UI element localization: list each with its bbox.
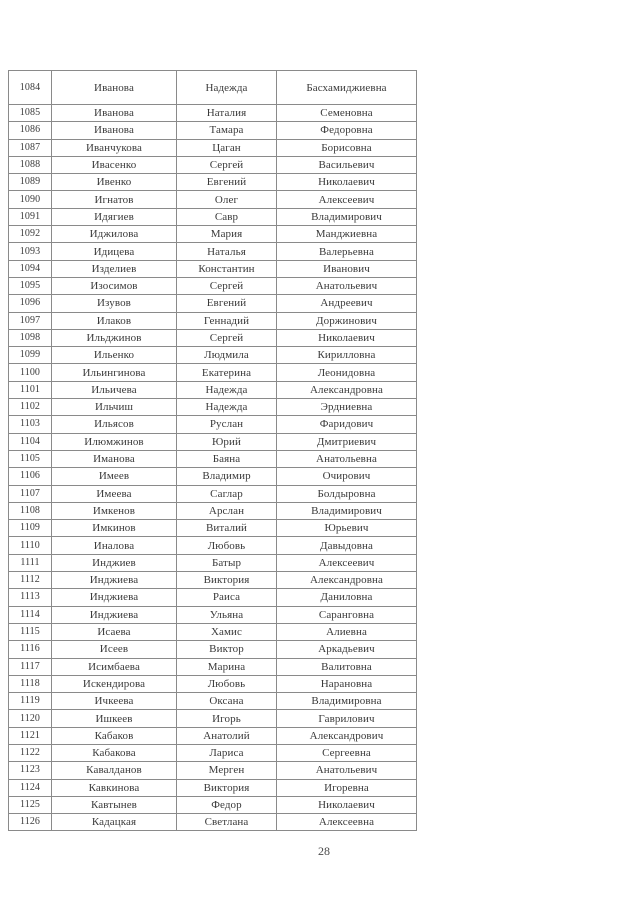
row-number-cell: 1104 xyxy=(9,433,52,450)
first-name-cell: Мерген xyxy=(177,762,277,779)
surname-cell: Имеев xyxy=(52,468,177,485)
patronymic-cell: Борисовна xyxy=(277,139,417,156)
first-name-cell: Анатолий xyxy=(177,727,277,744)
first-name-cell: Федор xyxy=(177,796,277,813)
surname-cell: Иванова xyxy=(52,71,177,105)
patronymic-cell: Давыдовна xyxy=(277,537,417,554)
surname-cell: Идягиев xyxy=(52,208,177,225)
row-number-cell: 1115 xyxy=(9,623,52,640)
row-number-cell: 1101 xyxy=(9,381,52,398)
patronymic-cell: Николаевич xyxy=(277,796,417,813)
row-number-cell: 1108 xyxy=(9,502,52,519)
table-row xyxy=(9,329,417,346)
surname-cell: Иманова xyxy=(52,450,177,467)
surname-cell: Илюмжинов xyxy=(52,433,177,450)
table-row xyxy=(9,71,417,105)
table-row xyxy=(9,693,417,710)
page-number: 28 xyxy=(318,844,330,858)
row-number-cell: 1092 xyxy=(9,226,52,243)
surname-cell: Идицева xyxy=(52,243,177,260)
first-name-cell: Виктор xyxy=(177,641,277,658)
surname-cell: Ильенко xyxy=(52,347,177,364)
first-name-cell: Сергей xyxy=(177,277,277,294)
patronymic-cell: Семеновна xyxy=(277,105,417,122)
first-name-cell: Виталий xyxy=(177,520,277,537)
patronymic-cell: Анатольевич xyxy=(277,277,417,294)
row-number-cell: 1103 xyxy=(9,416,52,433)
table-row xyxy=(9,450,417,467)
row-number-cell: 1113 xyxy=(9,589,52,606)
table-row xyxy=(9,468,417,485)
surname-cell: Ильчиш xyxy=(52,399,177,416)
row-number-cell: 1124 xyxy=(9,779,52,796)
patronymic-cell: Анатольевна xyxy=(277,450,417,467)
surname-cell: Иналова xyxy=(52,537,177,554)
first-name-cell: Руслан xyxy=(177,416,277,433)
first-name-cell: Сергей xyxy=(177,329,277,346)
row-number-cell: 1117 xyxy=(9,658,52,675)
row-number-cell: 1100 xyxy=(9,364,52,381)
row-number-cell: 1120 xyxy=(9,710,52,727)
table-row xyxy=(9,156,417,173)
surname-cell: Исеев xyxy=(52,641,177,658)
surname-cell: Имкинов xyxy=(52,520,177,537)
first-name-cell: Баяна xyxy=(177,450,277,467)
table-row xyxy=(9,260,417,277)
row-number-cell: 1111 xyxy=(9,554,52,571)
first-name-cell: Екатерина xyxy=(177,364,277,381)
first-name-cell: Любовь xyxy=(177,675,277,692)
surname-cell: Инджиева xyxy=(52,589,177,606)
table-row xyxy=(9,537,417,554)
patronymic-cell: Валерьевна xyxy=(277,243,417,260)
surname-cell: Игнатов xyxy=(52,191,177,208)
surname-cell: Иванова xyxy=(52,105,177,122)
row-number-cell: 1125 xyxy=(9,796,52,813)
table-row xyxy=(9,796,417,813)
row-number-cell: 1109 xyxy=(9,520,52,537)
first-name-cell: Наталья xyxy=(177,243,277,260)
table-row xyxy=(9,139,417,156)
surname-cell: Изделиев xyxy=(52,260,177,277)
patronymic-cell: Анатольевич xyxy=(277,762,417,779)
surname-cell: Инджиев xyxy=(52,554,177,571)
row-number-cell: 1095 xyxy=(9,277,52,294)
row-number-cell: 1089 xyxy=(9,174,52,191)
patronymic-cell: Фаридович xyxy=(277,416,417,433)
surname-cell: Кавкинова xyxy=(52,779,177,796)
row-number-cell: 1090 xyxy=(9,191,52,208)
patronymic-cell: Эрдниевна xyxy=(277,399,417,416)
row-number-cell: 1106 xyxy=(9,468,52,485)
patronymic-cell: Очирович xyxy=(277,468,417,485)
first-name-cell: Константин xyxy=(177,260,277,277)
first-name-cell: Саглар xyxy=(177,485,277,502)
table-row xyxy=(9,208,417,225)
first-name-cell: Надежда xyxy=(177,399,277,416)
row-number-cell: 1087 xyxy=(9,139,52,156)
patronymic-cell: Николаевич xyxy=(277,174,417,191)
patronymic-cell: Сергеевна xyxy=(277,744,417,761)
surname-cell: Инджиева xyxy=(52,572,177,589)
first-name-cell: Евгений xyxy=(177,174,277,191)
patronymic-cell: Доржинович xyxy=(277,312,417,329)
table-row xyxy=(9,122,417,139)
first-name-cell: Оксана xyxy=(177,693,277,710)
row-number-cell: 1118 xyxy=(9,675,52,692)
row-number-cell: 1085 xyxy=(9,105,52,122)
patronymic-cell: Дмитриевич xyxy=(277,433,417,450)
patronymic-cell: Владимировна xyxy=(277,693,417,710)
surname-cell: Иванова xyxy=(52,122,177,139)
row-number-cell: 1122 xyxy=(9,744,52,761)
table-row xyxy=(9,105,417,122)
table-row xyxy=(9,606,417,623)
table-row xyxy=(9,312,417,329)
table-row xyxy=(9,191,417,208)
row-number-cell: 1112 xyxy=(9,572,52,589)
surname-cell: Кабакова xyxy=(52,744,177,761)
table-row xyxy=(9,520,417,537)
table-row xyxy=(9,226,417,243)
row-number-cell: 1119 xyxy=(9,693,52,710)
first-name-cell: Марина xyxy=(177,658,277,675)
first-name-cell: Лариса xyxy=(177,744,277,761)
row-number-cell: 1105 xyxy=(9,450,52,467)
first-name-cell: Владимир xyxy=(177,468,277,485)
first-name-cell: Ульяна xyxy=(177,606,277,623)
table-row xyxy=(9,364,417,381)
surname-cell: Инджиева xyxy=(52,606,177,623)
table-row xyxy=(9,277,417,294)
row-number-cell: 1110 xyxy=(9,537,52,554)
patronymic-cell: Валитовна xyxy=(277,658,417,675)
surname-cell: Ильингинова xyxy=(52,364,177,381)
table-row xyxy=(9,572,417,589)
first-name-cell: Наталия xyxy=(177,105,277,122)
first-name-cell: Сергей xyxy=(177,156,277,173)
surname-cell: Кабаков xyxy=(52,727,177,744)
first-name-cell: Геннадий xyxy=(177,312,277,329)
row-number-cell: 1093 xyxy=(9,243,52,260)
patronymic-cell: Николаевич xyxy=(277,329,417,346)
patronymic-cell: Манджиевна xyxy=(277,226,417,243)
row-number-cell: 1098 xyxy=(9,329,52,346)
first-name-cell: Виктория xyxy=(177,572,277,589)
patronymic-cell: Кирилловна xyxy=(277,347,417,364)
first-name-cell: Савр xyxy=(177,208,277,225)
first-name-cell: Олег xyxy=(177,191,277,208)
patronymic-cell: Андреевич xyxy=(277,295,417,312)
patronymic-cell: Владимирович xyxy=(277,208,417,225)
surname-cell: Кадацкая xyxy=(52,814,177,831)
surname-cell: Ивасенко xyxy=(52,156,177,173)
patronymic-cell: Даниловна xyxy=(277,589,417,606)
patronymic-cell: Васильевич xyxy=(277,156,417,173)
patronymic-cell: Владимирович xyxy=(277,502,417,519)
row-number-cell: 1091 xyxy=(9,208,52,225)
table-row xyxy=(9,814,417,831)
first-name-cell: Мария xyxy=(177,226,277,243)
table-row xyxy=(9,485,417,502)
first-name-cell: Евгений xyxy=(177,295,277,312)
patronymic-cell: Юрьевич xyxy=(277,520,417,537)
patronymic-cell: Аркадьевич xyxy=(277,641,417,658)
patronymic-cell: Болдыровна xyxy=(277,485,417,502)
row-number-cell: 1086 xyxy=(9,122,52,139)
table-row xyxy=(9,658,417,675)
table-row xyxy=(9,433,417,450)
first-name-cell: Надежда xyxy=(177,71,277,105)
table-row xyxy=(9,710,417,727)
surname-cell: Имеева xyxy=(52,485,177,502)
patronymic-cell: Алексеевич xyxy=(277,554,417,571)
first-name-cell: Виктория xyxy=(177,779,277,796)
table-row xyxy=(9,554,417,571)
surname-cell: Ивенко xyxy=(52,174,177,191)
surname-cell: Кавалданов xyxy=(52,762,177,779)
row-number-cell: 1123 xyxy=(9,762,52,779)
first-name-cell: Людмила xyxy=(177,347,277,364)
surname-cell: Ильичева xyxy=(52,381,177,398)
patronymic-cell: Иванович xyxy=(277,260,417,277)
table-row xyxy=(9,727,417,744)
table-row xyxy=(9,174,417,191)
patronymic-cell: Александровна xyxy=(277,572,417,589)
row-number-cell: 1099 xyxy=(9,347,52,364)
row-number-cell: 1126 xyxy=(9,814,52,831)
first-name-cell: Любовь xyxy=(177,537,277,554)
surname-cell: Исаева xyxy=(52,623,177,640)
table-row xyxy=(9,502,417,519)
first-name-cell: Игорь xyxy=(177,710,277,727)
table-row xyxy=(9,762,417,779)
patronymic-cell: Алексеевна xyxy=(277,814,417,831)
row-number-cell: 1088 xyxy=(9,156,52,173)
surname-cell: Исимбаева xyxy=(52,658,177,675)
first-name-cell: Хамис xyxy=(177,623,277,640)
roster-table-body xyxy=(9,71,417,831)
surname-cell: Илаков xyxy=(52,312,177,329)
row-number-cell: 1097 xyxy=(9,312,52,329)
patronymic-cell: Нарановна xyxy=(277,675,417,692)
table-row xyxy=(9,623,417,640)
surname-cell: Ичкеева xyxy=(52,693,177,710)
row-number-cell: 1107 xyxy=(9,485,52,502)
table-row xyxy=(9,675,417,692)
patronymic-cell: Федоровна xyxy=(277,122,417,139)
row-number-cell: 1116 xyxy=(9,641,52,658)
surname-cell: Искендирова xyxy=(52,675,177,692)
first-name-cell: Раиса xyxy=(177,589,277,606)
table-row xyxy=(9,347,417,364)
table-row xyxy=(9,416,417,433)
table-row xyxy=(9,295,417,312)
patronymic-cell: Саранговна xyxy=(277,606,417,623)
surname-cell: Изувов xyxy=(52,295,177,312)
table-row xyxy=(9,381,417,398)
row-number-cell: 1094 xyxy=(9,260,52,277)
first-name-cell: Светлана xyxy=(177,814,277,831)
surname-cell: Иванчукова xyxy=(52,139,177,156)
row-number-cell: 1114 xyxy=(9,606,52,623)
patronymic-cell: Басхамиджиевна xyxy=(277,71,417,105)
first-name-cell: Надежда xyxy=(177,381,277,398)
table-row xyxy=(9,243,417,260)
first-name-cell: Цаган xyxy=(177,139,277,156)
row-number-cell: 1096 xyxy=(9,295,52,312)
patronymic-cell: Игоревна xyxy=(277,779,417,796)
patronymic-cell: Александровна xyxy=(277,381,417,398)
surname-cell: Имкенов xyxy=(52,502,177,519)
roster-table xyxy=(8,70,417,831)
first-name-cell: Юрий xyxy=(177,433,277,450)
surname-cell: Ишкеев xyxy=(52,710,177,727)
row-number-cell: 1121 xyxy=(9,727,52,744)
table-row xyxy=(9,744,417,761)
surname-cell: Иджилова xyxy=(52,226,177,243)
patronymic-cell: Леонидовна xyxy=(277,364,417,381)
surname-cell: Кавтынев xyxy=(52,796,177,813)
patronymic-cell: Алиевна xyxy=(277,623,417,640)
patronymic-cell: Алексеевич xyxy=(277,191,417,208)
surname-cell: Ильясов xyxy=(52,416,177,433)
first-name-cell: Батыр xyxy=(177,554,277,571)
table-row xyxy=(9,779,417,796)
patronymic-cell: Александрович xyxy=(277,727,417,744)
surname-cell: Изосимов xyxy=(52,277,177,294)
first-name-cell: Арслан xyxy=(177,502,277,519)
first-name-cell: Тамара xyxy=(177,122,277,139)
surname-cell: Ильджинов xyxy=(52,329,177,346)
patronymic-cell: Гаврилович xyxy=(277,710,417,727)
row-number-cell: 1084 xyxy=(9,71,52,105)
table-row xyxy=(9,589,417,606)
table-row xyxy=(9,641,417,658)
table-row xyxy=(9,399,417,416)
row-number-cell: 1102 xyxy=(9,399,52,416)
